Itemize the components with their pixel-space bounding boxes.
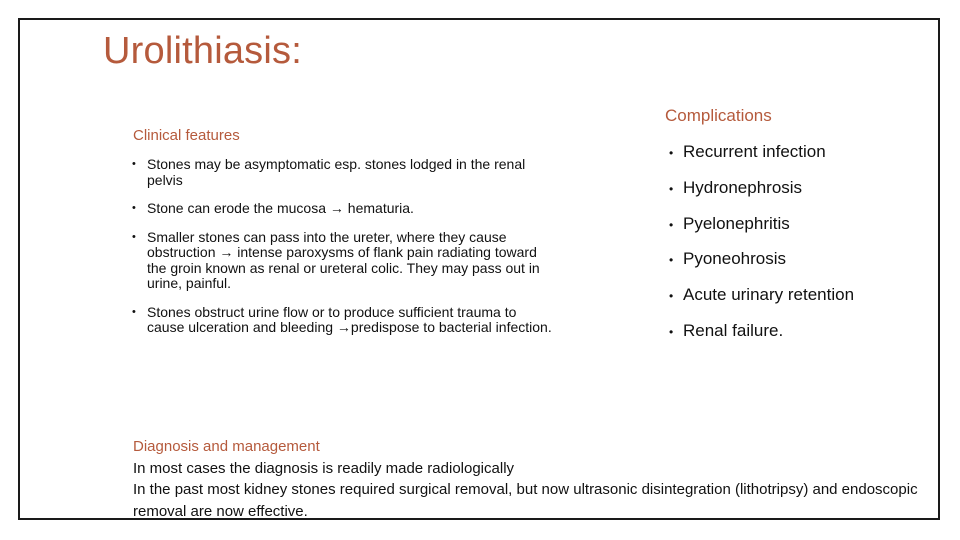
list-item bbox=[669, 249, 919, 269]
list-item-text: Recurrent infection bbox=[683, 142, 826, 161]
arrow-right-icon: → bbox=[336, 319, 351, 335]
list-item-text: Stone can erode the mucosa bbox=[147, 200, 330, 216]
diagnosis-heading: Diagnosis and management bbox=[133, 438, 320, 455]
bullet: • bbox=[669, 253, 674, 268]
bullet: • bbox=[669, 324, 674, 339]
list-item-text: Hydronephrosis bbox=[683, 177, 803, 197]
management-paragraph: In the past most kidney stones required surgical removal, but now ultrasonic disintegration (lithotripsy) and endoscopic removal are now effective. bbox=[133, 481, 918, 520]
list-item-text: Pyelonephritis bbox=[683, 213, 790, 233]
bullet: • bbox=[669, 217, 674, 232]
list-item-text-continued: hematuria. bbox=[343, 200, 414, 216]
complications-list bbox=[669, 142, 919, 341]
bullet: • bbox=[669, 181, 674, 196]
bullet: • bbox=[132, 202, 136, 214]
list-item bbox=[669, 285, 919, 305]
list-item bbox=[132, 157, 557, 188]
list-item bbox=[132, 305, 557, 336]
list-item bbox=[669, 178, 919, 198]
arrow-right-icon: → bbox=[329, 200, 344, 216]
complications-heading: Complications bbox=[665, 106, 772, 125]
list-item-text: Stones may be asymptomatic esp. stones lodged in the renal pelvis bbox=[147, 156, 526, 188]
list-item-text-continued: predispose to bacterial infection. bbox=[350, 319, 552, 335]
bullet: • bbox=[669, 146, 674, 160]
clinical-features-list bbox=[132, 157, 557, 336]
list-item-text: Renal failure. bbox=[683, 320, 784, 340]
list-item bbox=[669, 142, 919, 162]
list-item-text: Pyoneohrosis bbox=[683, 249, 787, 269]
clinical-features-heading: Clinical features bbox=[133, 127, 240, 144]
list-item bbox=[669, 214, 919, 234]
bullet: • bbox=[132, 305, 136, 318]
diagnosis-line: In most cases the diagnosis is readily made radiologically bbox=[133, 459, 515, 477]
list-item-text: Smaller stones can pass into the ureter, where they cause obstruction bbox=[147, 228, 507, 260]
arrow-right-icon: → bbox=[219, 244, 234, 260]
bullet: • bbox=[132, 158, 136, 170]
list-item-text-continued: intense paroxysms of flank pain radiating toward the groin known as renal or ureteral colic. They may pass out in urine, painful. bbox=[147, 244, 540, 291]
slide-title: Urolithiasis: bbox=[103, 30, 302, 72]
diagnosis-section bbox=[133, 436, 933, 522]
list-item-text: Stones obstruct urine flow or to produce sufficient trauma to cause ulceration and bleeding bbox=[147, 303, 517, 335]
bullet: • bbox=[132, 230, 136, 243]
list-item-text: Acute urinary retention bbox=[683, 285, 855, 305]
list-item bbox=[669, 321, 919, 341]
list-item bbox=[132, 230, 557, 292]
bullet: • bbox=[669, 289, 674, 304]
list-item bbox=[132, 201, 557, 217]
